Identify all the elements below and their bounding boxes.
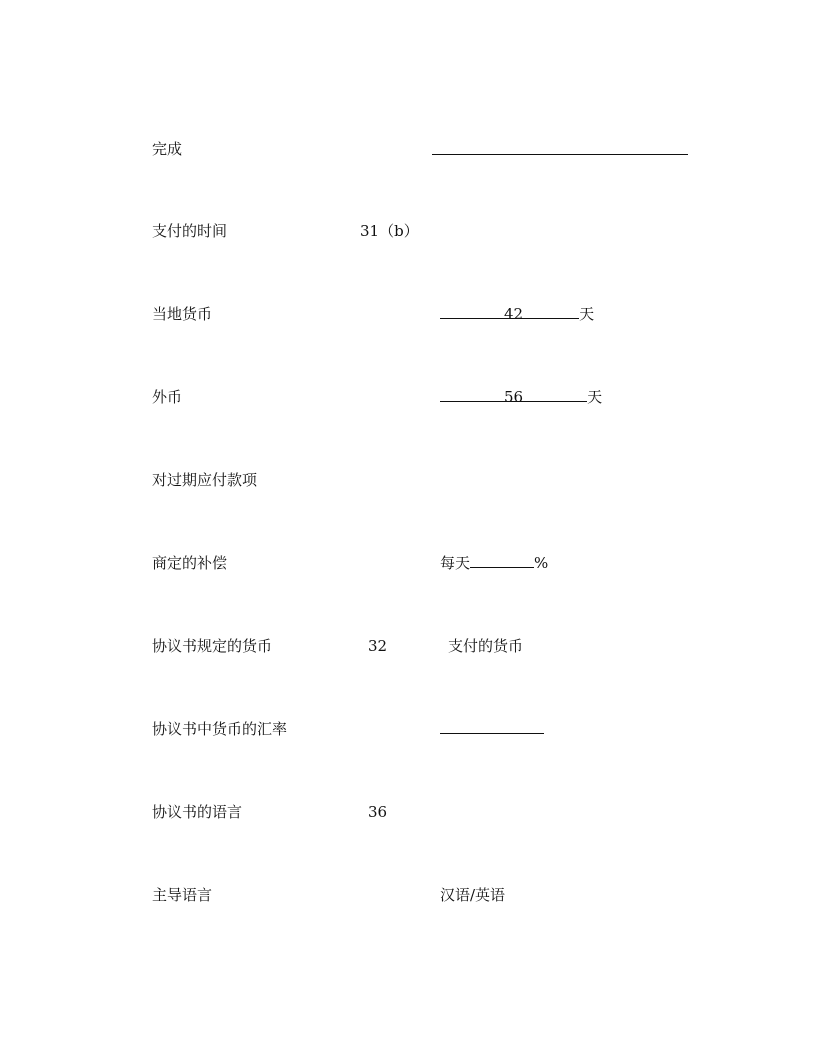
- exchange-rate-row: [0, 717, 816, 741]
- compensation-label: 商定的补偿: [152, 554, 228, 572]
- compensation-prefix: 每天: [440, 554, 471, 572]
- ruling-language-label: 主导语言: [152, 886, 213, 904]
- completion-label: 完成: [152, 140, 183, 158]
- payment-time-clause: 31（b）: [360, 222, 419, 240]
- local-currency-days-field: [440, 302, 594, 326]
- local-currency-label: 当地货币: [152, 305, 213, 323]
- local-currency-blank-before: [440, 302, 504, 319]
- compensation-rate-blank: [470, 551, 534, 568]
- completion-row: [0, 137, 816, 161]
- compensation-row: [0, 551, 816, 575]
- compensation-rate-field: [440, 551, 548, 575]
- local-currency-days: 42: [504, 302, 523, 319]
- overdue-label: 对过期应付款项: [152, 471, 258, 489]
- foreign-currency-blank-before: [440, 385, 504, 402]
- foreign-currency-label: 外币: [152, 388, 183, 406]
- agreement-language-row: [0, 800, 816, 824]
- agreement-currency-row: [0, 634, 816, 658]
- ruling-language-row: [0, 883, 816, 907]
- foreign-currency-days-field: [440, 385, 602, 409]
- foreign-currency-unit: 天: [587, 388, 603, 406]
- agreement-currency-label: 协议书规定的货币: [152, 637, 273, 655]
- foreign-currency-days: 56: [504, 385, 523, 402]
- payment-time-row: [0, 219, 816, 243]
- exchange-rate-label: 协议书中货币的汇率: [152, 720, 288, 738]
- payment-time-label: 支付的时间: [152, 222, 228, 240]
- local-currency-unit: 天: [579, 305, 595, 323]
- completion-blank-line: [432, 154, 688, 155]
- overdue-row: [0, 468, 816, 492]
- agreement-currency-clause: 32: [368, 637, 388, 655]
- foreign-currency-blank-after: [523, 385, 587, 402]
- ruling-language-value: 汉语/英语: [440, 886, 506, 904]
- foreign-currency-row: [0, 385, 816, 409]
- local-currency-blank-after: [523, 302, 579, 319]
- compensation-suffix: %: [534, 554, 549, 572]
- agreement-language-clause: 36: [368, 803, 388, 821]
- agreement-currency-value: 支付的货币: [448, 637, 524, 655]
- exchange-rate-blank: [440, 717, 544, 734]
- exchange-rate-field: [440, 717, 544, 741]
- agreement-language-label: 协议书的语言: [152, 803, 243, 821]
- local-currency-row: [0, 302, 816, 326]
